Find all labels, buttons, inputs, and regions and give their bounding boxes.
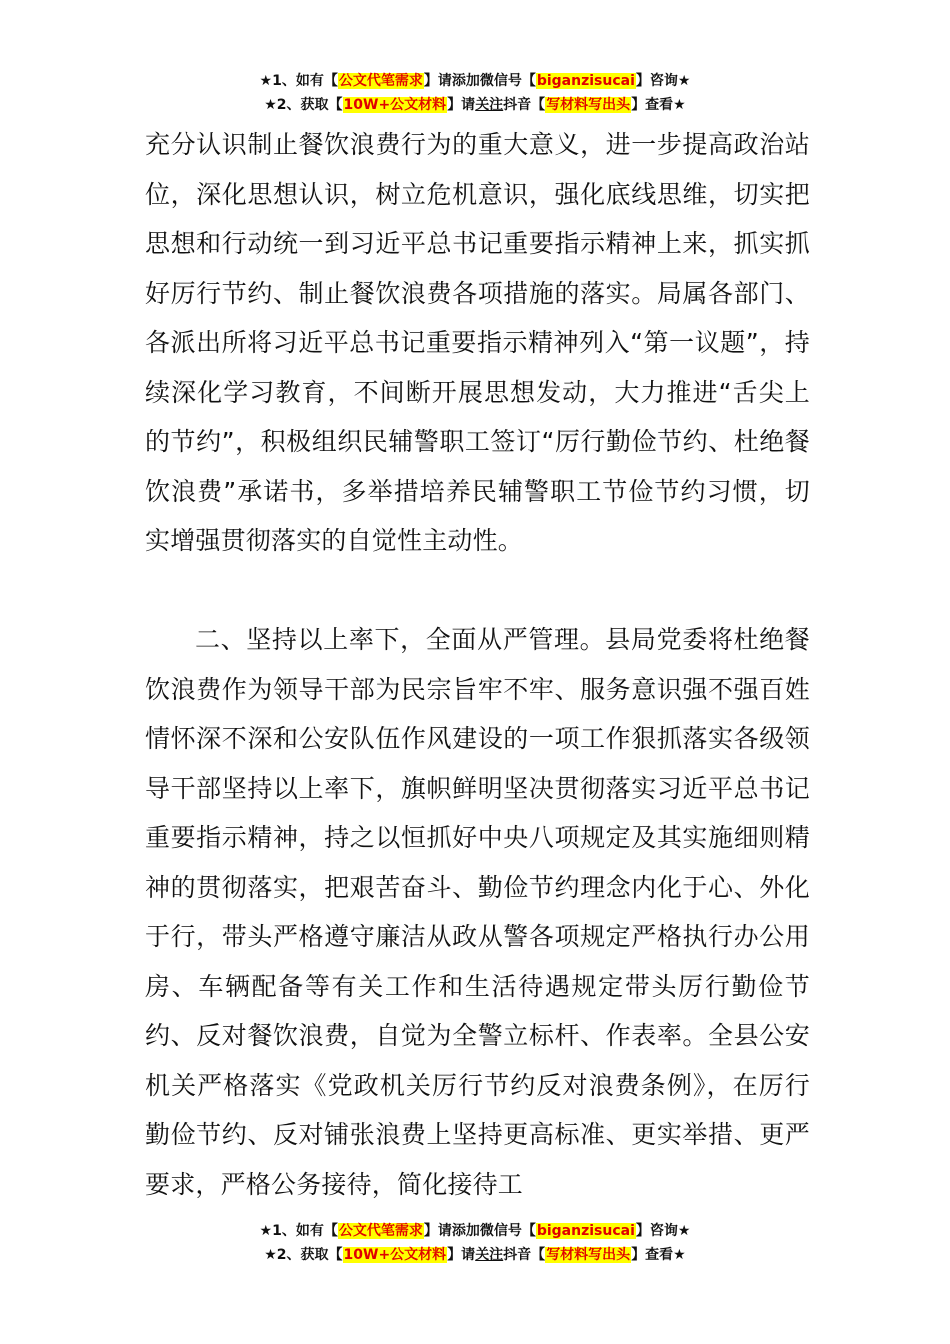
banner-highlight: 公文代笔需求 bbox=[338, 1223, 423, 1239]
banner-text: 】查看★ bbox=[631, 97, 686, 113]
footer-banner bbox=[0, 1219, 950, 1267]
banner-line-1 bbox=[0, 1219, 950, 1243]
banner-text: 抖音【 bbox=[503, 1247, 546, 1263]
paragraph-gap bbox=[145, 566, 810, 616]
header-banner bbox=[0, 69, 950, 117]
banner-text: 】请添加微信号【 bbox=[423, 73, 536, 89]
banner-text: ★1、如有【 bbox=[259, 1223, 338, 1239]
banner-highlight: biganzisucai bbox=[536, 1223, 635, 1239]
banner-text: 】咨询★ bbox=[635, 73, 691, 89]
banner-text: 抖音【 bbox=[503, 97, 546, 113]
banner-text: ★2、获取【 bbox=[264, 97, 343, 113]
banner-line-1 bbox=[0, 69, 950, 93]
banner-text: ★2、获取【 bbox=[264, 1247, 343, 1263]
banner-highlight: 写材料写出头 bbox=[546, 97, 631, 113]
banner-highlight: biganzisucai bbox=[536, 73, 635, 89]
banner-highlight: 10W+公文材料 bbox=[343, 1247, 447, 1263]
paragraph: 充分认识制止餐饮浪费行为的重大意义，进一步提高政治站位，深化思想认识，树立危机意识，强化底线思维，切实把思想和行动统一到习近平总书记重要指示精神上来，抓实抓好厉行节约、制止餐饮浪费各项措施的落实。局属各部门、各派出所将习近平总书记重要指示精神列入“第一议题”，持续深化学习教育，不间断开展思想发动，大力推进“舌尖上的节约”，积极组织民辅警职工签订“厉行勤俭节约、杜绝餐饮浪费”承诺书，多举措培养民辅警职工节俭节约习惯，切实增强贯彻落实的自觉性主动性。 bbox=[145, 130, 810, 555]
banner-text: ★1、如有【 bbox=[259, 73, 338, 89]
banner-text: 】请 bbox=[447, 1247, 476, 1263]
banner-line-2 bbox=[0, 93, 950, 117]
banner-highlight: 写材料写出头 bbox=[546, 1247, 631, 1263]
banner-text: 】查看★ bbox=[631, 1247, 686, 1263]
banner-text: 】咨询★ bbox=[635, 1223, 691, 1239]
banner-highlight: 10W+公文材料 bbox=[343, 97, 447, 113]
banner-text: 】请 bbox=[447, 97, 476, 113]
banner-underlined: 关注 bbox=[475, 1247, 504, 1263]
banner-text: 】请添加微信号【 bbox=[423, 1223, 536, 1239]
document-body bbox=[145, 120, 810, 1209]
banner-highlight: 公文代笔需求 bbox=[338, 73, 423, 89]
banner-line-2 bbox=[0, 1243, 950, 1267]
paragraph: 二、坚持以上率下，全面从严管理。县局党委将杜绝餐饮浪费作为领导干部为民宗旨牢不牢、服务意识强不强百姓情怀深不深和公安队伍作风建设的一项工作狠抓落实各级领导干部坚持以上率下，旗帜鲜明坚决贯彻落实习近平总书记重要指示精神，持之以恒抓好中央八项规定及其实施细则精神的贯彻落实，把艰苦奋斗、勤俭节约理念内化于心、外化于行，带头严格遵守廉洁从政从警各项规定严格执行办公用房、车辆配备等有关工作和生活待遇规定带头厉行勤俭节约、反对餐饮浪费，自觉为全警立标杆、作表率。全县公安机关严格落实《党政机关厉行节约反对浪费条例》，在厉行勤俭节约、反对铺张浪费上坚持更高标准、更实举措、更严要求，严格公务接待，简化接待工 bbox=[145, 625, 810, 1199]
banner-underlined: 关注 bbox=[475, 97, 504, 113]
